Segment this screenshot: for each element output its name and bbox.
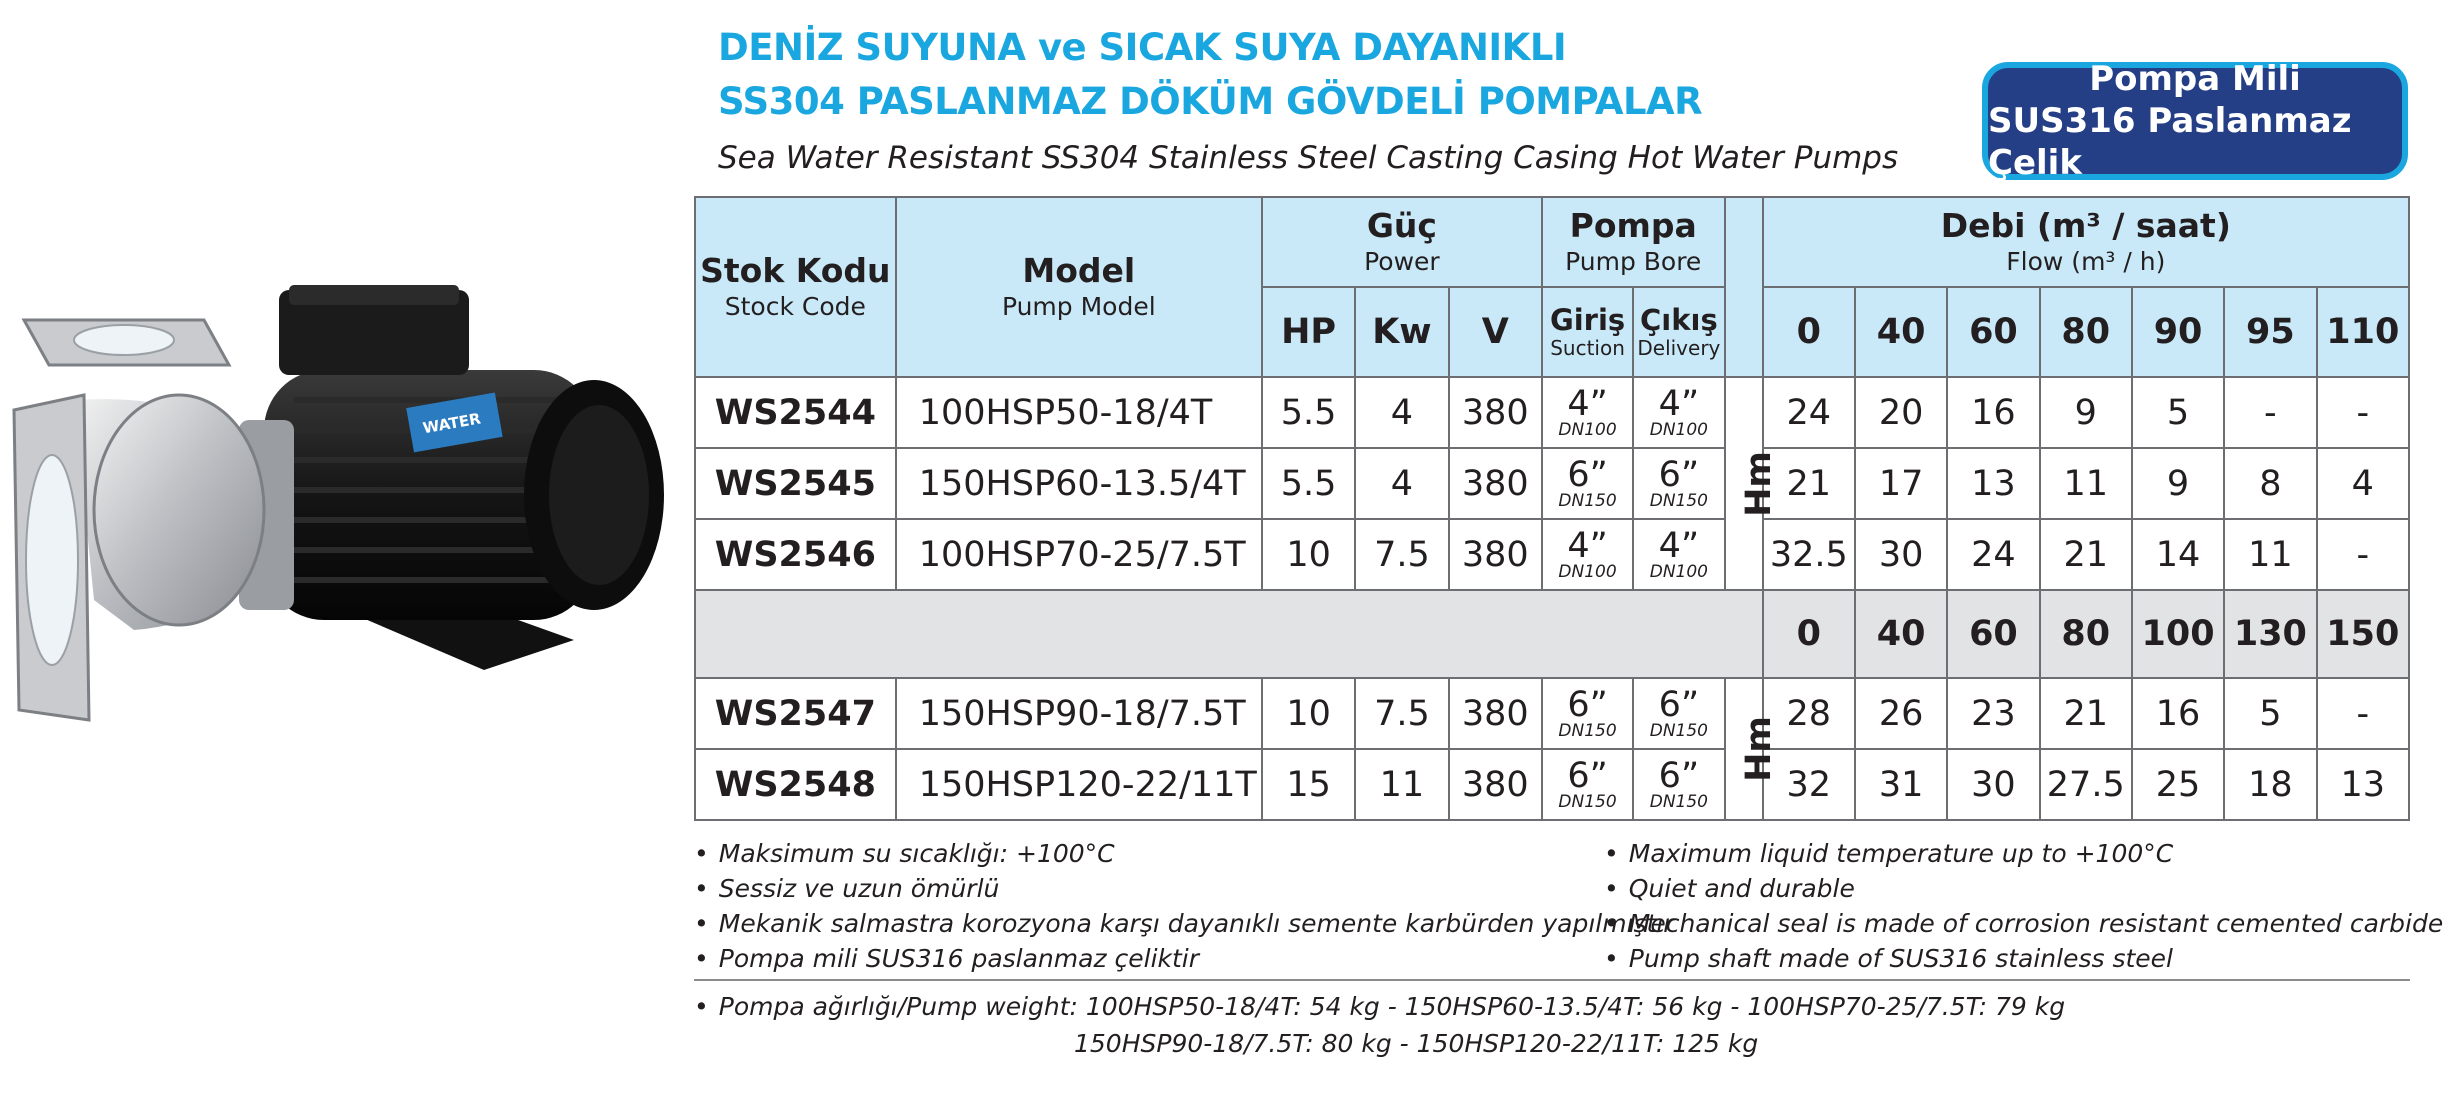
head-value: 21 (1763, 448, 1855, 519)
v-value: 380 (1449, 749, 1542, 820)
notes-english (1604, 836, 2443, 976)
head-value: 23 (1947, 678, 2039, 749)
table-row (695, 749, 2409, 820)
stock-code: WS2545 (695, 448, 896, 519)
head-value: 8 (2224, 448, 2316, 519)
head-value: 21 (2040, 678, 2132, 749)
head-value: - (2224, 377, 2316, 448)
head-value: 27.5 (2040, 749, 2132, 820)
note-item: • Quiet and durable (1604, 871, 2443, 906)
shaft-material-badge (1982, 59, 2408, 183)
flow-col: 80 (2040, 590, 2132, 678)
v-value: 380 (1449, 448, 1542, 519)
kw-value: 7.5 (1355, 678, 1448, 749)
kw-value: 4 (1355, 377, 1448, 448)
head-value: 26 (1855, 678, 1947, 749)
pump-weight-note (694, 988, 2065, 1062)
page-subtitle: Sea Water Resistant SS304 Stainless Steel Casting Casing Hot Water Pumps (718, 140, 1899, 176)
head-value: 13 (1947, 448, 2039, 519)
pump-model: 150HSP90-18/7.5T (896, 678, 1262, 749)
flow-header-row-2 (695, 590, 2409, 678)
hp-value: 10 (1262, 519, 1355, 590)
note-item: • Mekanik salmastra korozyona karşı dayanıklı semente karbürden yapılmıştır (694, 906, 1674, 941)
pump-model: 150HSP120-22/11T (896, 749, 1262, 820)
head-value: - (2317, 377, 2409, 448)
v-value: 380 (1449, 377, 1542, 448)
head-value: 11 (2224, 519, 2316, 590)
stock-code: WS2546 (695, 519, 896, 590)
header-power: Güç Power (1262, 197, 1542, 287)
header-delivery: Çıkış Delivery (1633, 287, 1724, 377)
hm-label: Hm (1725, 377, 1763, 590)
badge-line2: SUS316 Paslanmaz Çelik (1988, 101, 2352, 183)
head-value: 32.5 (1763, 519, 1855, 590)
badge-line1: Pompa Mili (2089, 59, 2301, 99)
pump-model: 150HSP60-13.5/4T (896, 448, 1262, 519)
flow-col: 80 (2040, 287, 2132, 377)
head-value: 25 (2132, 749, 2224, 820)
head-value: 5 (2224, 678, 2316, 749)
flow-col: 40 (1855, 590, 1947, 678)
pump-model: 100HSP70-25/7.5T (896, 519, 1262, 590)
divider (694, 979, 2410, 981)
head-value: 13 (2317, 749, 2409, 820)
suction-size: 6” DN150 (1542, 749, 1633, 820)
header-hp: HP (1262, 287, 1355, 377)
head-value: 4 (2317, 448, 2409, 519)
table-row (695, 519, 2409, 590)
v-value: 380 (1449, 519, 1542, 590)
note-item: • Pompa mili SUS316 paslanmaz çeliktir (694, 941, 1674, 976)
head-value: 31 (1855, 749, 1947, 820)
hp-value: 5.5 (1262, 448, 1355, 519)
note-item: • Mechanical seal is made of corrosion resistant cemented carbide (1604, 906, 2443, 941)
header-kw: Kw (1355, 287, 1448, 377)
weight-line2: 150HSP90-18/7.5T: 80 kg - 150HSP120-22/11T: 125 kg (1074, 1029, 1759, 1058)
head-value: 17 (1855, 448, 1947, 519)
stock-code: WS2547 (695, 678, 896, 749)
head-value: 16 (2132, 678, 2224, 749)
flow-col: 60 (1947, 287, 2039, 377)
note-item: • Sessiz ve uzun ömürlü (694, 871, 1674, 906)
note-item: • Maximum liquid temperature up to +100°C (1604, 836, 2443, 871)
hm-label: Hm (1725, 678, 1763, 820)
head-value: 30 (1855, 519, 1947, 590)
flow-col: 110 (2317, 287, 2409, 377)
stock-code: WS2548 (695, 749, 896, 820)
hp-value: 10 (1262, 678, 1355, 749)
kw-value: 7.5 (1355, 519, 1448, 590)
flow-col: 0 (1763, 287, 1855, 377)
head-value: 32 (1763, 749, 1855, 820)
flow-col: 90 (2132, 287, 2224, 377)
delivery-size: 6” DN150 (1633, 448, 1724, 519)
head-value: - (2317, 519, 2409, 590)
kw-value: 4 (1355, 448, 1448, 519)
head-value: 5 (2132, 377, 2224, 448)
hp-value: 15 (1262, 749, 1355, 820)
suction-size: 4” DN100 (1542, 519, 1633, 590)
kw-value: 11 (1355, 749, 1448, 820)
v-value: 380 (1449, 678, 1542, 749)
head-value: 28 (1763, 678, 1855, 749)
head-value: 9 (2040, 377, 2132, 448)
note-item: • Pump shaft made of SUS316 stainless steel (1604, 941, 2443, 976)
head-value: 21 (2040, 519, 2132, 590)
gray-spacer (695, 590, 1763, 678)
flow-col: 130 (2224, 590, 2316, 678)
stock-code: WS2544 (695, 377, 896, 448)
head-value: 24 (1763, 377, 1855, 448)
head-value: 9 (2132, 448, 2224, 519)
table-row (695, 448, 2409, 519)
header-pump-bore: Pompa Pump Bore (1542, 197, 1725, 287)
flow-col: 0 (1763, 590, 1855, 678)
weight-line1: • Pompa ağırlığı/Pump weight: 100HSP50-18/4T: 54 kg - 150HSP60-13.5/4T: 56 kg - 100HSP70-25/7.5T: 79 kg (694, 988, 2065, 1025)
product-label: WATER (421, 409, 483, 438)
flow-col: 150 (2317, 590, 2409, 678)
head-value: 30 (1947, 749, 2039, 820)
header-spacer (1725, 197, 1763, 377)
header-v: V (1449, 287, 1542, 377)
flow-col: 95 (2224, 287, 2316, 377)
header-stock-code: Stok Kodu Stock Code (695, 197, 896, 377)
flow-col: 60 (1947, 590, 2039, 678)
suction-size: 6” DN150 (1542, 678, 1633, 749)
pump-model: 100HSP50-18/4T (896, 377, 1262, 448)
note-item: • Maksimum su sıcaklığı: +100°C (694, 836, 1674, 871)
header-flow: Debi (m³ / saat) Flow (m³ / h) (1763, 197, 2409, 287)
delivery-size: 6” DN150 (1633, 749, 1724, 820)
head-value: 20 (1855, 377, 1947, 448)
head-value: 16 (1947, 377, 2039, 448)
page-title: DENİZ SUYUNA ve SICAK SUYA DAYANIKLI (718, 26, 1567, 69)
flow-col: 100 (2132, 590, 2224, 678)
head-value: 14 (2132, 519, 2224, 590)
flow-col: 40 (1855, 287, 1947, 377)
suction-size: 4” DN100 (1542, 377, 1633, 448)
hp-value: 5.5 (1262, 377, 1355, 448)
table-row (695, 678, 2409, 749)
head-value: 24 (1947, 519, 2039, 590)
table-row (695, 377, 2409, 448)
delivery-size: 4” DN100 (1633, 519, 1724, 590)
header-suction: Giriş Suction (1542, 287, 1633, 377)
notes-turkish (694, 836, 1674, 976)
delivery-size: 6” DN150 (1633, 678, 1724, 749)
delivery-size: 4” DN100 (1633, 377, 1724, 448)
head-value: - (2317, 678, 2409, 749)
header-model: Model Pump Model (896, 197, 1262, 377)
head-value: 18 (2224, 749, 2316, 820)
head-value: 11 (2040, 448, 2132, 519)
pump-product-image (14, 280, 674, 720)
suction-size: 6” DN150 (1542, 448, 1633, 519)
page-title-line2: SS304 PASLANMAZ DÖKÜM GÖVDELİ POMPALAR (718, 80, 1703, 123)
pump-spec-table (694, 196, 2410, 821)
